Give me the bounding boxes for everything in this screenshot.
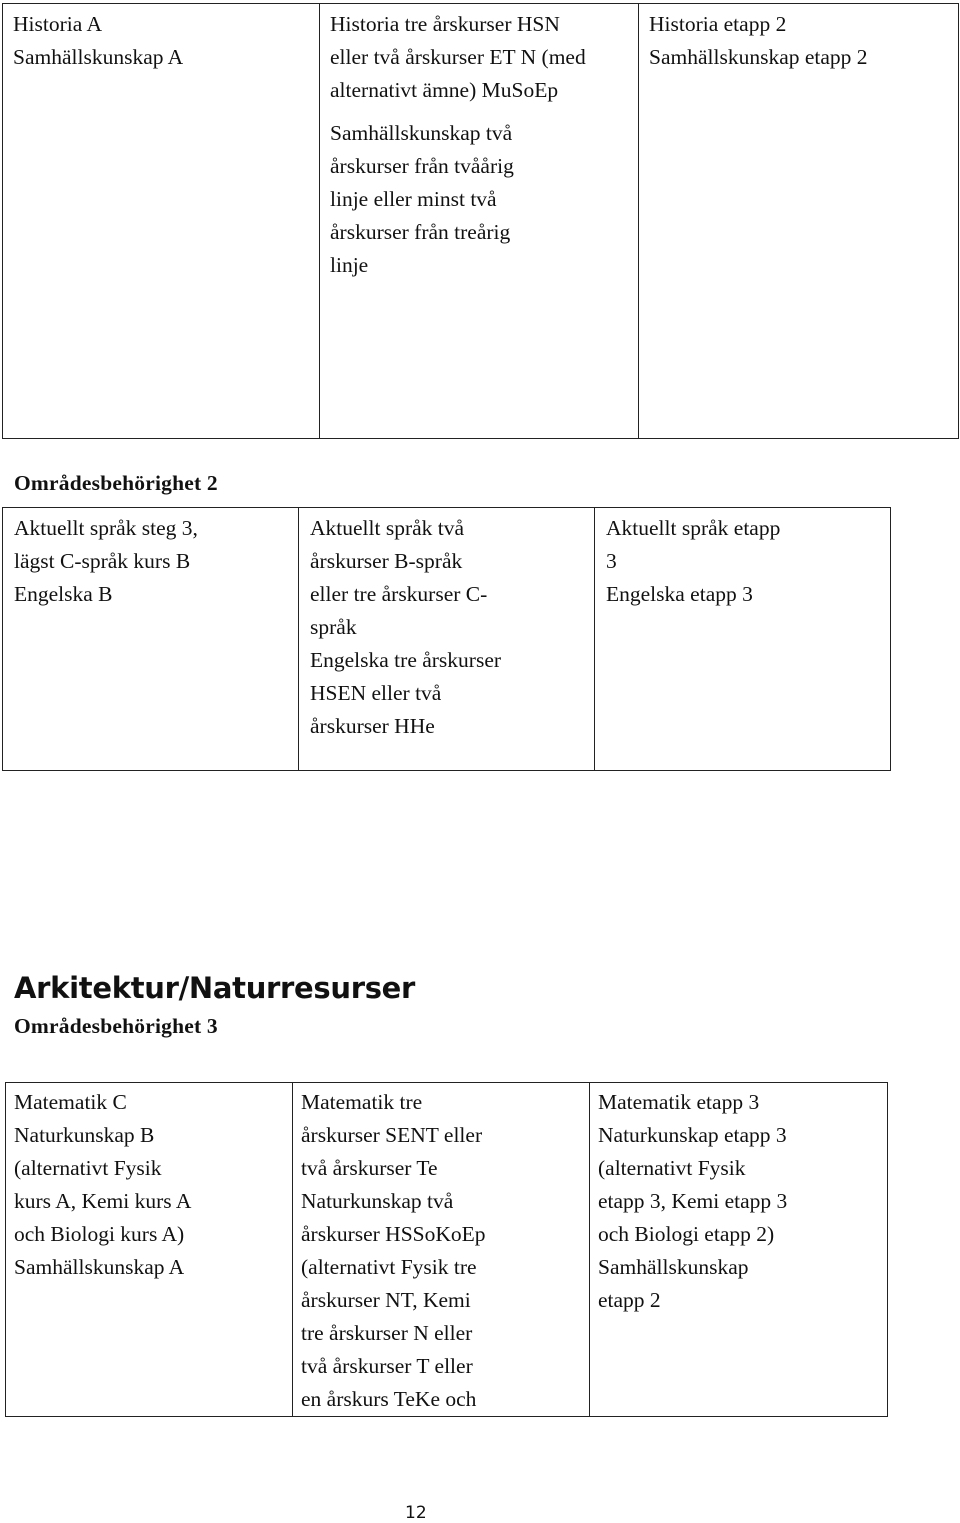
page-number: 12 (405, 1503, 427, 1523)
cell-text: Historia tre årskurser HSN eller två årskurser ET N (med alternativt ämne) MuSoEp (330, 12, 586, 102)
cell-text: Historia A Samhällskunskap A (13, 12, 184, 69)
table-cell (293, 1083, 590, 1417)
cell-text: Matematik tre årskurser SENT eller två årskurser Te Naturkunskap två årskurser HSSoKoEp (alternativt Fysik tre årskurser NT, Kemi tre årskurser N eller två årskurser T eller en årskurs TeKe och (301, 1090, 486, 1411)
requirements-table-3 (5, 1082, 888, 1417)
requirements-table-2 (2, 507, 891, 771)
cell-text: Samhällskunskap två årskurser från tvåårig linje eller minst två årskurser från treårig linje (330, 121, 514, 277)
cell-text: Aktuellt språk två årskurser B-språk eller tre årskurser C- språk Engelska tre årskurser HSEN eller två årskurser HHe (310, 516, 502, 738)
table-cell (3, 4, 320, 439)
subheading-omradesbehorighet-3: Områdesbehörighet 3 (14, 1014, 218, 1038)
cell-text: Matematik etapp 3 Naturkunskap etapp 3 (alternativt Fysik etapp 3, Kemi etapp 3 och Biologi etapp 2) Samhällskunskap etapp 2 (598, 1090, 788, 1312)
requirements-table-top (2, 3, 959, 439)
cell-text: Matematik C Naturkunskap B (alternativt Fysik kurs A, Kemi kurs A och Biologi kurs A) Samhällskunskap A (14, 1090, 192, 1279)
table-cell (595, 508, 891, 771)
cell-text: Aktuellt språk steg 3, lägst C-språk kurs B Engelska B (14, 516, 198, 606)
table-cell (6, 1083, 293, 1417)
table-cell (320, 4, 639, 439)
table-cell (590, 1083, 888, 1417)
cell-text: Aktuellt språk etapp 3 Engelska etapp 3 (606, 516, 781, 606)
subheading-omradesbehorighet-2: Områdesbehörighet 2 (14, 471, 218, 495)
table-cell (3, 508, 299, 771)
table-cell (299, 508, 595, 771)
section-heading: Arkitektur/Naturresurser (14, 971, 416, 1005)
table-cell (639, 4, 959, 439)
cell-text: Historia etapp 2 Samhällskunskap etapp 2 (649, 12, 868, 69)
